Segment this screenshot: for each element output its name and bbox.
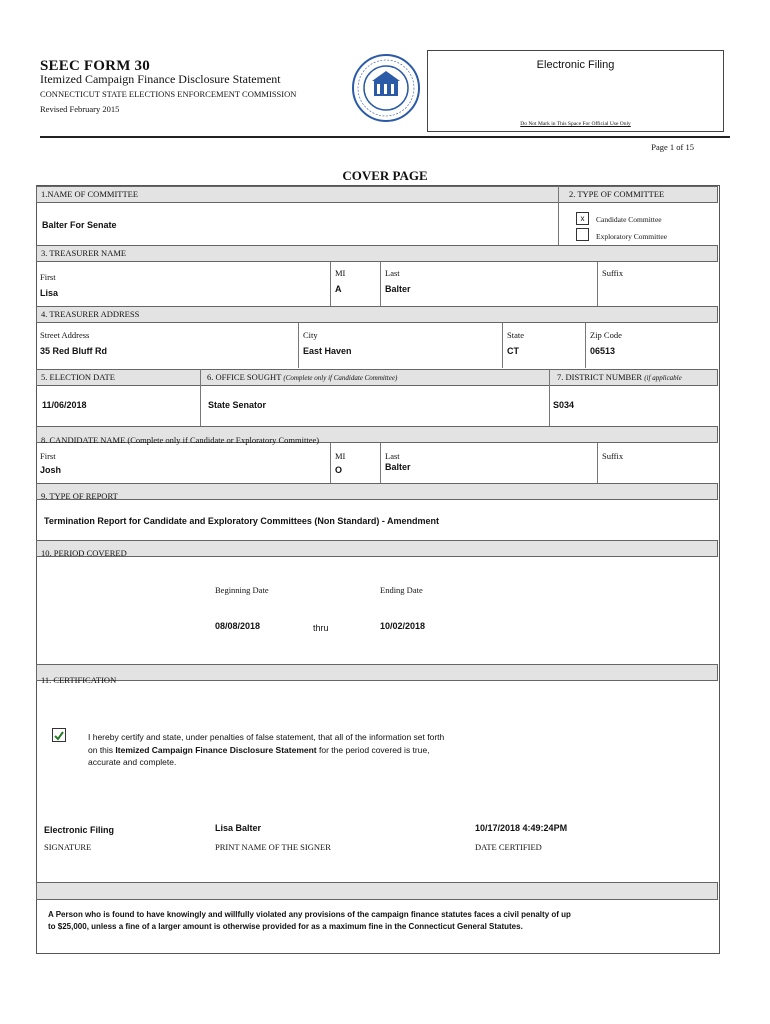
section-9-label: 9. TYPE OF REPORT <box>41 491 118 501</box>
state: CT <box>507 346 519 356</box>
section-6-label <box>207 372 397 382</box>
candidate-mi-label: MI <box>335 451 346 461</box>
treasurer-first-name: Lisa <box>40 288 59 298</box>
certification-statement <box>88 731 508 769</box>
state-label: State <box>507 330 524 340</box>
zip-code: 06513 <box>590 346 616 356</box>
state-seal-icon <box>352 54 420 122</box>
section-5-label: 5. ELECTION DATE <box>41 372 115 382</box>
section-2-label: 2. TYPE OF COMMITTEE <box>569 189 665 199</box>
section-9-bar <box>36 483 718 500</box>
section-11-label: 11. CERTIFICATION <box>41 675 117 685</box>
exploratory-committee-label: Exploratory Committee <box>596 232 668 241</box>
treasurer-mi-label: MI <box>335 268 346 278</box>
footer-bar <box>36 882 718 900</box>
section-11-bar <box>36 664 718 685</box>
divider <box>549 369 550 426</box>
district-number: S034 <box>553 400 575 410</box>
section-1-bar <box>36 186 718 203</box>
city: East Haven <box>303 346 352 356</box>
candidate-mi: O <box>335 465 343 475</box>
candidate-last-label: Last <box>385 451 400 461</box>
divider <box>597 443 598 483</box>
checkmark-icon <box>53 730 65 742</box>
divider <box>330 443 331 483</box>
section-6-title: 6. OFFICE SOUGHT <box>207 372 282 382</box>
divider <box>597 262 598 306</box>
signer-name: Lisa Balter <box>215 823 262 833</box>
section-10-label: 10. PERIOD COVERED <box>41 548 127 558</box>
beginning-date: 08/08/2018 <box>215 621 261 631</box>
divider <box>558 186 559 245</box>
street-address: 35 Red Bluff Rd <box>40 346 108 356</box>
divider <box>298 323 299 368</box>
candidate-committee-checkbox[interactable]: x <box>576 212 589 225</box>
section-4-bar <box>36 306 718 323</box>
cert-line-2-bold: Itemized Campaign Finance Disclosure Statement <box>115 744 317 755</box>
candidate-committee-label: Candidate Committee <box>596 215 662 224</box>
candidate-first-name: Josh <box>40 465 62 475</box>
zip-code-label: Zip Code <box>590 330 622 340</box>
date-certified: 10/17/2018 4:49:24PM <box>475 823 568 833</box>
official-box-title: Electronic Filing <box>536 59 615 71</box>
signature-value: Electronic Filing <box>44 825 115 835</box>
city-label: City <box>303 330 318 340</box>
cert-line-3: accurate and complete. <box>88 757 177 767</box>
official-box-note: Do Not Mark in This Space For Official Use Only <box>520 121 631 127</box>
exploratory-committee-checkbox[interactable] <box>576 228 589 241</box>
divider <box>502 323 503 368</box>
section-7-note: (if applicable <box>644 374 682 382</box>
candidate-last-name: Balter <box>385 462 411 472</box>
treasurer-suffix-label: Suffix <box>602 268 624 278</box>
form-body <box>36 185 720 954</box>
official-use-box <box>427 50 724 132</box>
signer-name-label: PRINT NAME OF THE SIGNER <box>215 842 331 852</box>
section-8-label: 8. CANDIDATE NAME (Complete only if Candidate or Exploratory Committee) <box>41 435 320 445</box>
section-10-bar <box>36 540 718 557</box>
cert-line-1: I hereby certify and state, under penalties of false statement, that all of the information set forth <box>88 732 445 742</box>
committee-name: Balter For Senate <box>42 220 117 230</box>
ending-date: 10/02/2018 <box>380 621 426 631</box>
divider <box>380 262 381 306</box>
cert-line-2-pre: on this <box>88 744 116 755</box>
candidate-first-label: First <box>40 451 56 461</box>
form-subtitle: Itemized Campaign Finance Disclosure Statement <box>40 72 281 86</box>
treasurer-mi: A <box>335 284 342 294</box>
penalty-line-1: A Person who is found to have knowingly and willfully violated any provisions of the campaign finance statutes faces a civil penalty of up <box>48 910 571 919</box>
cert-line-2 <box>88 744 508 757</box>
divider <box>330 262 331 306</box>
header-rule <box>40 136 730 138</box>
section-1-label: 1.NAME OF COMMITTEE <box>41 189 139 199</box>
page-number: Page 1 of 15 <box>651 142 694 152</box>
divider <box>200 369 201 426</box>
section-4-label: 4. TREASURER ADDRESS <box>41 309 140 319</box>
treasurer-first-label: First <box>40 272 56 282</box>
penalty-line-2: to $25,000, unless a fine of a larger amount is otherwise provided for as a maximum fine in the Connecticut General Statutes. <box>48 922 523 931</box>
thru-label: thru <box>313 623 329 633</box>
signature-label: SIGNATURE <box>44 842 92 852</box>
ending-date-label: Ending Date <box>380 585 423 595</box>
election-date: 11/06/2018 <box>42 400 87 410</box>
revised-date: Revised February 2015 <box>40 104 120 114</box>
section-3-label: 3. TREASURER NAME <box>41 248 127 258</box>
beginning-date-label: Beginning Date <box>215 585 269 595</box>
divider <box>585 323 586 368</box>
treasurer-last-name: Balter <box>385 284 411 294</box>
report-type: Termination Report for Candidate and Exploratory Committees (Non Standard) - Amendment <box>44 516 440 526</box>
form-title: SEEC FORM 30 <box>40 58 150 74</box>
candidate-suffix-label: Suffix <box>602 451 624 461</box>
street-address-label: Street Address <box>40 330 90 340</box>
section-6-note: (Complete only if Candidate Committee) <box>283 374 398 382</box>
certification-checkbox[interactable] <box>52 728 66 742</box>
date-certified-label: DATE CERTIFIED <box>475 842 542 852</box>
penalty-notice <box>48 909 688 933</box>
section-8-bar <box>36 426 718 443</box>
cert-line-2-post: for the period covered is true, <box>316 744 430 755</box>
cover-page-title: COVER PAGE <box>342 168 428 183</box>
treasurer-last-label: Last <box>385 268 400 278</box>
agency-name: CONNECTICUT STATE ELECTIONS ENFORCEMENT COMMISSION <box>40 89 297 99</box>
divider <box>380 443 381 483</box>
section-7-title: 7. DISTRICT NUMBER <box>557 372 643 382</box>
office-sought: State Senator <box>208 400 267 410</box>
section-5-7-bar <box>36 369 718 386</box>
section-3-bar <box>36 245 718 262</box>
section-7-label <box>557 372 682 382</box>
